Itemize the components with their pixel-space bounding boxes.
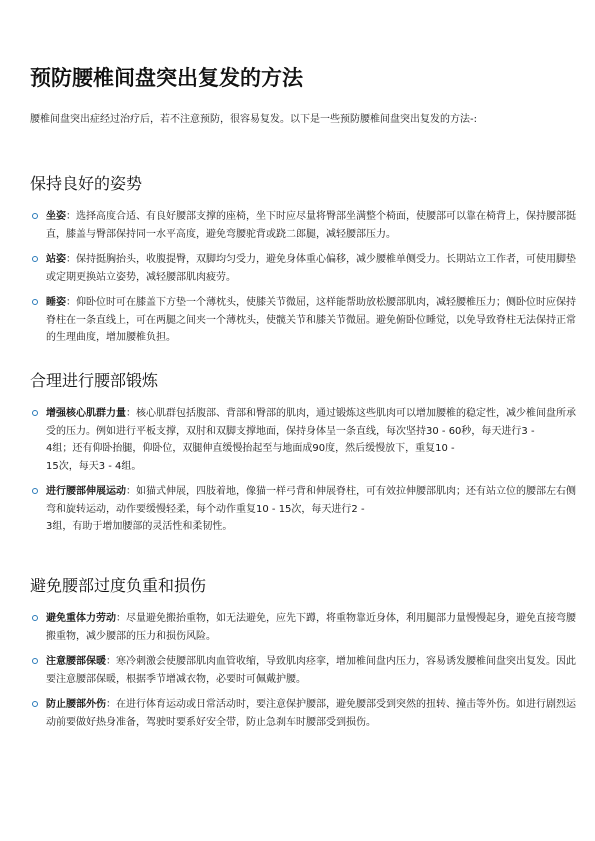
item-term: 坐姿 [46, 211, 66, 222]
item-text-cont: 3组，有助于增加腰部的灵活性和柔韧性。 [46, 521, 233, 532]
item-text: 尽量避免搬抬重物，如无法避免，应先下蹲，将重物靠近身体，利用腿部力量慢慢起身，避免直接弯腰搬重物，减少腰部的压力和损伤风险。 [46, 613, 576, 642]
item-term: 站姿 [46, 254, 66, 265]
item-term: 防止腰部外伤 [46, 699, 106, 710]
item-separator: ： [66, 211, 76, 222]
bullet-icon [32, 615, 38, 621]
bullet-icon [32, 701, 38, 707]
item-separator: ： [66, 297, 76, 308]
bullet-icon [32, 658, 38, 664]
list-item-core [30, 405, 578, 475]
item-text: 仰卧位时可在膝盖下方垫一个薄枕头，使膝关节微屈，这样能帮助放松腰部肌肉，减轻腰椎压力；侧卧位时应保持脊柱在一条直线上，可在两腿之间夹一个薄枕头，使髋关节和膝关节微屈。避免俯卧位睡觉，以免导致脊柱无法保持正常的生理曲度，增加腰椎负担。 [46, 297, 576, 343]
item-separator: ： [106, 656, 116, 667]
item-term: 注意腰部保暖 [46, 656, 106, 667]
bullet-icon [32, 213, 38, 219]
list-item-warmth [30, 653, 578, 688]
item-term: 增强核心肌群力量 [46, 408, 126, 419]
item-text: 选择高度合适、有良好腰部支撑的座椅，坐下时应尽量将臀部坐满整个椅面，使腰部可以靠在椅背上，保持腰部挺直，膝盖与臀部保持同一水平高度，避免弯腰驼背或跷二郎腿，减轻腰部压力。 [46, 211, 576, 240]
item-text: 如猫式伸展，四肢着地，像猫一样弓背和伸展脊柱，可有效拉伸腰部肌肉；还有站立位的腰部左右侧弯和旋转运动，动作要缓慢轻柔，每个动作重复10 - 15次，每天进行2 - [46, 486, 576, 515]
item-text: 保持挺胸抬头，收腹提臀，双脚均匀受力，避免身体重心偏移，减少腰椎单侧受力。长期站立工作者，可使用脚垫或定期更换站立姿势，减轻腰部肌肉疲劳。 [46, 254, 576, 283]
item-text-cont: 15次，每天3 - 4组。 [46, 460, 142, 472]
avoid-injury-list [30, 610, 578, 739]
item-separator: ： [126, 486, 136, 497]
list-item-heavy-labor [30, 610, 578, 645]
item-separator: ： [106, 699, 116, 710]
item-term: 避免重体力劳动 [46, 613, 116, 624]
page-title: 预防腰椎间盘突出复发的方法 [30, 66, 303, 90]
section-heading-avoid-injury: 避免腰部过度负重和损伤 [30, 576, 207, 595]
section-heading-exercise: 合理进行腰部锻炼 [30, 371, 159, 390]
item-separator: ： [126, 408, 136, 419]
item-separator: ： [116, 613, 126, 624]
item-separator: ： [66, 254, 76, 265]
list-item-stretch [30, 483, 578, 536]
item-text: 寒冷刺激会使腰部肌肉血管收缩，导致肌肉痉挛，增加椎间盘内压力，容易诱发腰椎间盘突出复发。因此要注意腰部保暖，根据季节增减衣物，必要时可佩戴护腰。 [46, 656, 576, 685]
item-text: 核心肌群包括腹部、背部和臀部的肌肉，通过锻炼这些肌肉可以增加腰椎的稳定性，减少椎间盘所承受的压力。例如进行平板支撑，双肘和双脚支撑地面，保持身体呈一条直线，每次坚持30 - 60秒，每天进行3 - [46, 408, 576, 437]
item-term: 进行腰部伸展运动 [46, 486, 126, 497]
posture-list [30, 208, 578, 355]
bullet-icon [32, 299, 38, 305]
item-text-cont: 4组；还有仰卧抬腿，仰卧位，双腿伸直缓慢抬起至与地面成90度，然后缓慢放下，重复10 - [46, 443, 455, 454]
bullet-icon [32, 488, 38, 494]
section-heading-posture: 保持良好的姿势 [30, 174, 143, 193]
list-item-trauma [30, 696, 578, 731]
item-term: 睡姿 [46, 297, 66, 308]
list-item-sleeping [30, 294, 578, 347]
bullet-icon [32, 410, 38, 416]
bullet-icon [32, 256, 38, 262]
exercise-list [30, 405, 578, 544]
list-item-standing [30, 251, 578, 286]
list-item-sitting [30, 208, 578, 243]
intro-paragraph: 腰椎间盘突出症经过治疗后，若不注意预防，很容易复发。以下是一些预防腰椎间盘突出复发的方法-: [30, 114, 477, 125]
item-text: 在进行体育运动或日常活动时，要注意保护腰部，避免腰部受到突然的扭转、撞击等外伤。如进行剧烈运动前要做好热身准备，驾驶时要系好安全带，防止急刹车时腰部受到损伤。 [46, 699, 576, 728]
